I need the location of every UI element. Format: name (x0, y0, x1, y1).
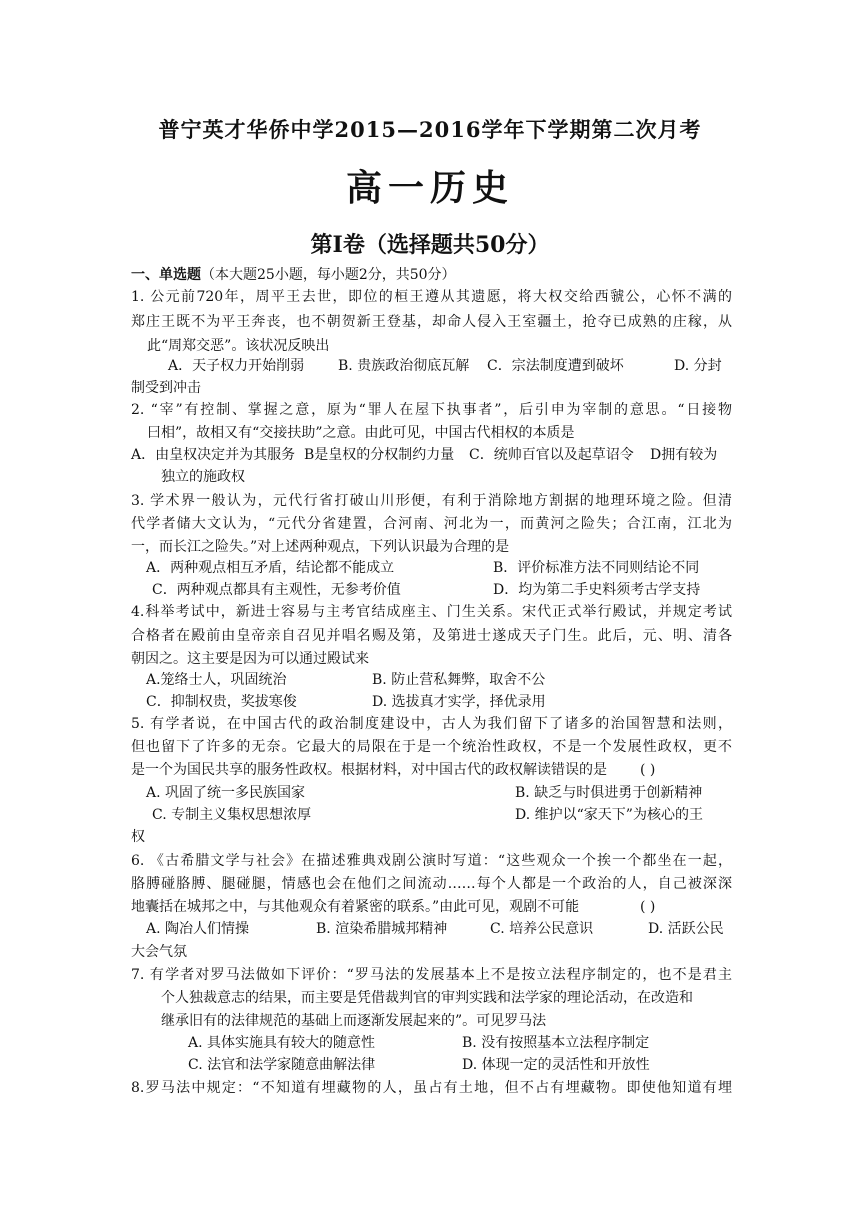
question-1-line-2: 郑庄王既不为平王奔丧，也不朝贺新王登基，却命人侵入王室疆土，抢夺已成熟的庄稼，从 (131, 314, 732, 330)
question-7-option-b: B. 没有按照基本立法程序制定 (462, 1035, 650, 1051)
question-3-option-d: D．均为第二手史料须考古学支持 (493, 582, 701, 598)
question-6-option-c: C. 培养公民意识 (490, 921, 594, 937)
question-5-option-c: C. 专制主义集权思想浓厚 (152, 807, 312, 823)
question-8-line-1: 8.罗马法中规定：“不知道有埋藏物的人，虽占有土地，但不占有埋藏物。即使他知道有埋 (131, 1080, 732, 1096)
section-heading (131, 266, 456, 284)
question-1-option-b: B. 贵族政治彻底瓦解 (338, 358, 470, 374)
exam-subject-title: 高一历史 (345, 167, 514, 209)
question-7-line-3: 继承旧有的法律规范的基础上而逐渐发展起来的”。可见罗马法 (161, 1013, 547, 1029)
question-3-line-3: 一，而长江之险失。”对上述两种观点，下列认识最为合理的是 (131, 539, 510, 555)
question-1-option-d-cont: 制受到冲击 (131, 380, 201, 396)
question-2-line-2: 曰相”，故相又有“交接扶助”之意。由此可见，中国古代相权的本质是 (147, 425, 575, 441)
question-5-option-a: A. 巩固了统一多民族国家 (146, 785, 306, 801)
question-7-line-2: 个人独裁意志的结果，而主要是凭借裁判官的审判实践和法学家的理论活动，在改造和 (161, 990, 693, 1006)
question-5-answer-bracket: ( ) (640, 762, 656, 778)
question-1-option-a: A．天子权力开始削弱 (168, 358, 305, 374)
question-5-option-d-cont: 权 (131, 829, 145, 845)
question-3-option-a: A．两种观点相互矛盾，结论都不能成立 (146, 560, 395, 576)
question-1-line-1: 1. 公元前720年，周平王去世，即位的桓王遵从其遗愿，将大权交给西虢公，心怀不满的 (131, 289, 732, 305)
question-5-line-3: 是一个为国民共享的服务性政权。根据材料，对中国古代的政权解读错误的是 (131, 762, 607, 778)
question-2-option-c: C．统帅百官以及起草诏令 (469, 447, 634, 463)
question-7-line-1: 7. 有学者对罗马法做如下评价：“罗马法的发展基本上不是按立法程序制定的，也不是君主 (131, 967, 732, 983)
question-3-option-c: C．两种观点都具有主观性，无参考价值 (152, 582, 401, 598)
question-2-line-1: 2. “宰”有控制、掌握之意，原为“罪人在屋下执事者”，后引申为宰制的意思。“日接物 (131, 402, 732, 418)
section-note: （本大题25小题，每小题2分，共50分） (201, 267, 456, 283)
question-2-option-d-cont: 独立的施政权 (161, 469, 245, 485)
question-6-option-b: B. 渲染希腊城邦精神 (316, 921, 448, 937)
question-4-line-1: 4.科举考试中，新进士容易与主考官结成座主、门生关系。宋代正式举行殿试，并规定考试 (131, 604, 732, 620)
question-6-line-2: 胳膊碰胳膊、腿碰腿，情感也会在他们之间流动……每个人都是一个政治的人，自己被深深 (131, 876, 732, 892)
question-6-line-1: 6. 《古希腊文学与社会》在描述雅典戏剧公演时写道：“这些观众一个挨一个都坐在一起， (131, 853, 732, 869)
question-7-option-c: C. 法官和法学家随意曲解法律 (188, 1057, 376, 1073)
question-5-line-2: 但也留下了许多的无奈。它最大的局限在于是一个统治性政权，不是一个发展性政权，更不 (131, 739, 732, 755)
question-7-option-a: A. 具体实施具有较大的随意性 (188, 1035, 376, 1051)
section-title: 一、单选题 (131, 267, 201, 283)
question-7-option-d: D. 体现一定的灵活性和开放性 (462, 1057, 650, 1073)
question-1-line-3: 此“周郑交恶”。该状况反映出 (147, 338, 330, 354)
question-2-option-b: B是皇权的分权制约力量 (304, 447, 455, 463)
question-1-option-c: C．宗法制度遭到破坏 (487, 358, 624, 374)
question-4-option-a: A.笼络士人，巩固统治 (146, 672, 287, 688)
question-6-answer-bracket: ( ) (640, 899, 656, 915)
question-3-line-1: 3. 学术界一般认为，元代行省打破山川形便，有利于消除地方割据的地理环境之险。但清 (131, 493, 732, 509)
question-2-option-d: D拥有较为 (650, 447, 718, 463)
question-4-line-3: 朝因之。这主要是因为可以通过殿试来 (131, 651, 369, 667)
question-3-line-2: 代学者储大文认为，“元代分省建置，合河南、河北为一，而黄河之险失；合江南，江北为 (131, 516, 732, 532)
question-5-option-b: B. 缺乏与时俱进勇于创新精神 (515, 785, 703, 801)
question-4-option-d: D. 选拔真才实学，择优录用 (372, 694, 546, 710)
exam-volume-title: 第Ⅰ卷（选择题共50分） (310, 232, 550, 258)
question-6-line-3: 地囊括在城邦之中，与其他观众有着紧密的联系。”由此可见，观剧不可能 (131, 899, 580, 915)
question-4-option-c: C．抑制权贵，奖拔寒俊 (146, 694, 297, 710)
question-6-option-d-cont: 大会气氛 (131, 944, 187, 960)
exam-school-title: 普宁英才华侨中学2015—2016学年下学期第二次月考 (158, 117, 702, 142)
question-6-option-a: A. 陶冶人们情操 (146, 921, 250, 937)
question-5-line-1: 5. 有学者说，在中国古代的政治制度建设中，古人为我们留下了诸多的治国智慧和法则， (131, 716, 732, 732)
question-4-option-b: B. 防止营私舞弊，取舍不公 (372, 672, 546, 688)
question-2-option-a: A．由皇权决定并为其服务 (131, 447, 296, 463)
question-6-option-d: D. 活跃公民 (648, 921, 724, 937)
question-1-option-d: D. 分封 (674, 358, 722, 374)
question-3-option-b: B．评价标准方法不同则结论不同 (493, 560, 700, 576)
question-4-line-2: 合格者在殿前由皇帝亲自召见并唱名赐及第，及第进士遂成天子门生。此后，元、明、清各 (131, 628, 732, 644)
question-5-option-d: D. 维护以“家天下”为核心的王 (515, 807, 703, 823)
